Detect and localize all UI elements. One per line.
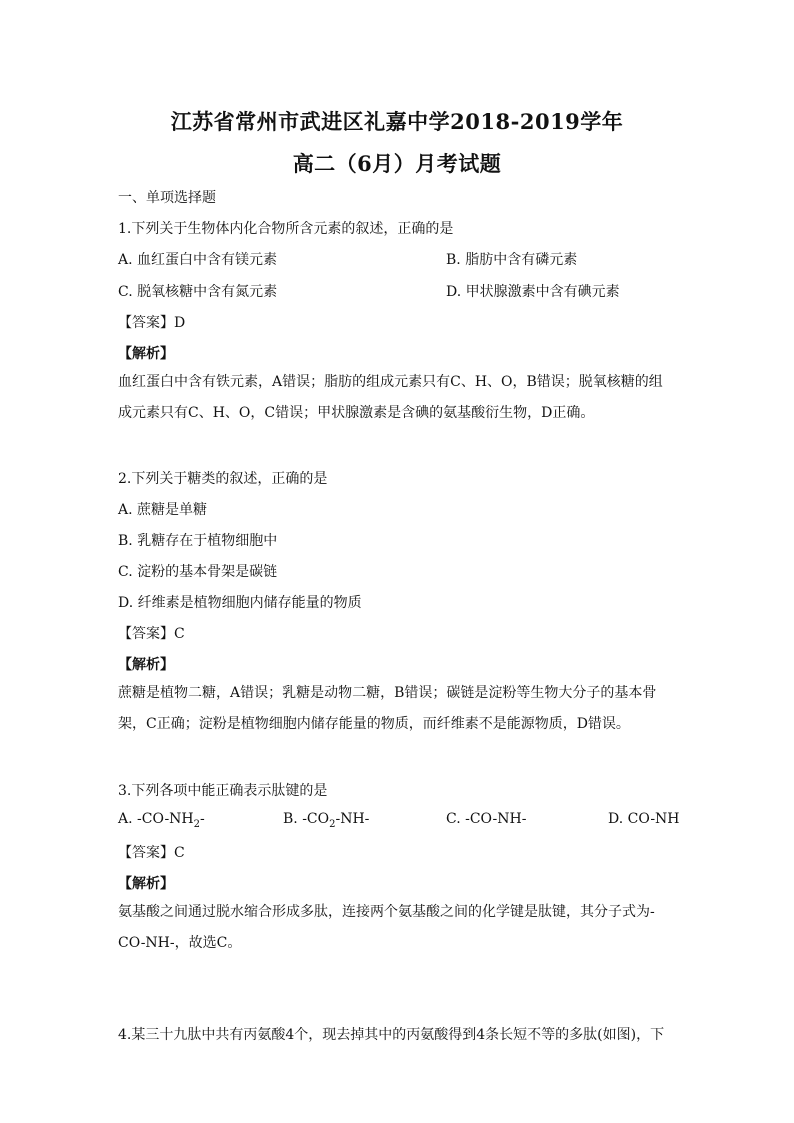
q2-answer: 【答案】C [118,626,185,642]
q1-option-d: D. 甲状腺激素中含有碘元素 [446,284,620,300]
q1-option-b: B. 脂肪中含有磷元素 [446,252,578,268]
q3-option-c: C. -CO-NH- [446,811,527,827]
q3-answer: 【答案】C [118,845,185,861]
q1-stem: 1.下列关于生物体内化合物所含元素的叙述，正确的是 [118,221,454,237]
q2-option-c: C. 淀粉的基本骨架是碳链 [118,564,278,580]
title-line-1: 江苏省常州市武进区礼嘉中学2018-2019学年 [170,109,624,134]
q1-analysis-label: 【解析】 [118,346,174,362]
q2-option-b: B. 乳糖存在于植物细胞中 [118,533,278,549]
q2-analysis: 蔗糖是植物二糖，A错误；乳糖是动物二糖，B错误；碳链是淀粉等生物大分子的基本骨架，C正确；淀粉是植物细胞内储存能量的物质，而纤维素不是能源物质，D错误。 [118,685,657,732]
q2-stem: 2.下列关于糖类的叙述，正确的是 [118,471,328,487]
q3-option-a: A. $-CO-NH_2-$ [118,811,205,830]
q1-answer: 【答案】D [118,315,186,331]
q1-option-c: C. 脱氧核糖中含有氮元素 [118,284,278,300]
q3-analysis: 氨基酸之间通过脱水缩合形成多肽，连接两个氨基酸之间的化学键是肽键，其分子式为-CO-NH-，故选C。 [118,904,655,951]
q3-stem: 3.下列各项中能正确表示肽键的是 [118,783,328,799]
title-line-2: 高二（6月）月考试题 [292,151,502,176]
q2-analysis-label: 【解析】 [118,657,174,673]
q2-option-d: D. 纤维素是植物细胞内储存能量的物质 [118,595,362,611]
q3-option-b: B. $-CO_2-NH-$ [283,811,370,830]
q1-option-a: A. 血红蛋白中含有镁元素 [118,252,278,268]
q4-stem: 4.某三十九肽中共有丙氨酸4个，现去掉其中的丙氨酸得到4条长短不等的多肽(如图)，下 [118,1027,665,1043]
q1-analysis: 血红蛋白中含有铁元素，A错误；脂肪的组成元素只有C、H、O，B错误；脱氧核糖的组成元素只有C、H、O，C错误；甲状腺激素是含碘的氨基酸衍生物，D正确。 [118,374,663,421]
q2-option-a: A. 蔗糖是单糖 [118,502,208,518]
section-heading: 一、单项选择题 [118,190,216,206]
q3-option-d: D. CO-NH [608,811,680,827]
q3-analysis-label: 【解析】 [118,876,174,892]
